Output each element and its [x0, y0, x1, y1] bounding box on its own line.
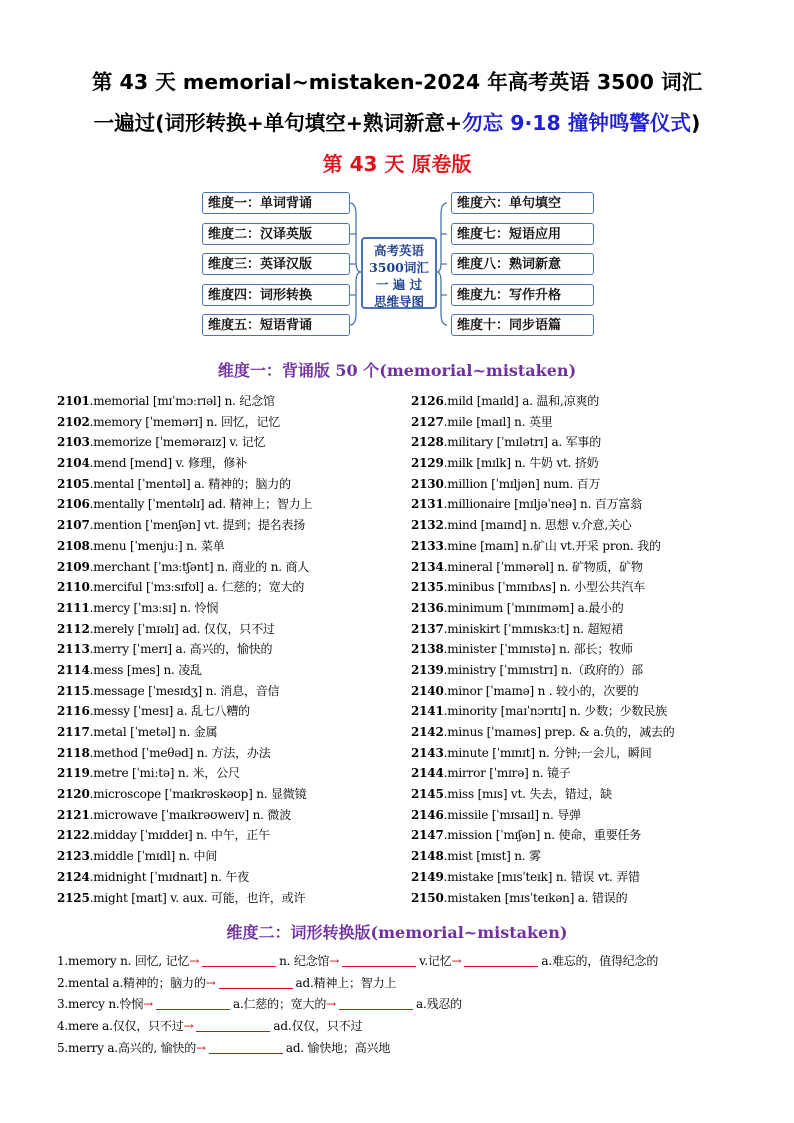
word-definition: .ministry [ˈmɪnɪstrɪ] n.（政府的）部 — [443, 662, 643, 677]
word-number: 2124 — [57, 869, 90, 884]
section-2-heading: 维度二：词形转换版(memorial~mistaken) — [226, 923, 568, 942]
mindmap-node-right-1: 维度六：单句填空 — [451, 192, 594, 214]
word-form-exercises — [57, 951, 757, 1059]
word-number: 2126 — [411, 394, 444, 408]
mindmap-center-line-4: 思维导图 — [373, 294, 424, 309]
word-number: 2131 — [411, 497, 444, 512]
word-entry — [57, 825, 397, 846]
word-form-text: n. 纪念馆 — [279, 954, 330, 968]
word-definition: .mine [maɪn] n.矿山 vt.开采 pron. 我的 — [443, 538, 661, 553]
word-definition: .merry [ˈmerɪ] a. 高兴的，愉快的 — [89, 642, 273, 657]
connector-right-bottom — [437, 272, 447, 325]
word-entry — [411, 453, 751, 474]
connector-right-top — [437, 203, 447, 272]
word-definition: .mirror [ˈmɪrə] n. 镜子 — [443, 766, 571, 781]
word-number: 2149 — [411, 869, 444, 884]
word-number: 2150 — [411, 890, 444, 905]
word-definition: .mention [ˈmenʃən] vt. 提到；提名表扬 — [89, 518, 306, 533]
word-entry — [57, 805, 397, 826]
word-number: 2106 — [57, 497, 90, 512]
word-form-row — [57, 951, 757, 973]
word-definition: .minimum [ˈmɪnɪməm] a.最小的 — [443, 600, 624, 615]
answer-blank[interactable] — [339, 996, 413, 1010]
word-form-text: a.仁慈的；宽大的 — [232, 997, 327, 1012]
word-entry — [411, 660, 751, 681]
word-entry — [57, 660, 397, 681]
answer-blank[interactable] — [156, 996, 230, 1010]
mindmap-node-left-3: 维度三：英译汉版 — [202, 253, 350, 275]
word-definition: .miss [mɪs] vt. 失去，错过，缺 — [443, 787, 612, 802]
word-entry — [57, 515, 397, 536]
word-definition: .menu [ˈmenjuː] n. 菜单 — [89, 538, 225, 553]
word-form-text: a.残忍的 — [416, 997, 462, 1012]
word-number: 2148 — [411, 849, 444, 864]
arrow-icon: → — [326, 997, 337, 1012]
word-number: 2111 — [57, 600, 90, 615]
word-definition: .metre [ˈmiːtə] n. 米，公尺 — [89, 766, 240, 781]
word-definition: .mist [mɪst] n. 雾 — [443, 849, 541, 864]
word-definition: .merciful [ˈmɜːsɪfʊl] a. 仁慈的；宽大的 — [89, 580, 305, 595]
word-definition: .message [ˈmesɪdʒ] n. 消息，音信 — [89, 683, 280, 698]
word-definition: .microwave [ˈmaɪkrəʊweɪv] n. 微波 — [89, 807, 291, 822]
word-definition: .merely [ˈmɪəlɪ] ad. 仅仅，只不过 — [89, 621, 275, 636]
word-form-text: ad.仅仅，只不过 — [273, 1019, 363, 1034]
word-form-text: 3.mercy n.怜悯 — [57, 997, 144, 1012]
word-entry — [57, 743, 397, 764]
word-definition: .mend [mend] v. 修理，修补 — [89, 456, 247, 471]
word-form-text: 1.memory n. 回忆, 记忆 — [57, 954, 190, 968]
word-definition: .minister [ˈmɪnɪstə] n. 部长；牧师 — [443, 642, 633, 657]
document-subtitle: 第 43 天 原卷版 — [322, 152, 472, 176]
mindmap-node-right-4: 维度九：写作升格 — [451, 284, 594, 306]
word-definition: .mentally [ˈmentəlɪ] ad. 精神上；智力上 — [89, 497, 313, 512]
word-entry — [57, 888, 397, 909]
word-definition: .million [ˈmɪljən] num. 百万 — [443, 476, 601, 491]
word-form-text: 5.merry a.高兴的, 愉快的 — [57, 1040, 196, 1055]
mindmap-node-right-3: 维度八：熟词新意 — [451, 253, 594, 275]
word-number: 2121 — [57, 807, 90, 822]
word-entry — [411, 846, 751, 867]
answer-blank[interactable] — [464, 953, 538, 967]
word-number: 2146 — [411, 807, 444, 822]
word-number: 2145 — [411, 787, 444, 802]
connector-left-top — [350, 203, 361, 272]
answer-blank[interactable] — [196, 1018, 270, 1032]
word-entry — [57, 867, 397, 888]
mindmap-center-line-2: 3500词汇 — [369, 260, 429, 275]
word-entry — [57, 432, 397, 453]
word-entry — [411, 825, 751, 846]
word-form-row — [57, 1038, 757, 1060]
word-number: 2117 — [57, 725, 90, 739]
word-number: 2141 — [411, 704, 444, 719]
word-form-text: 2.mental a.精神的；脑力的 — [57, 975, 206, 990]
word-number: 2105 — [57, 476, 90, 491]
mindmap-node-right-2: 维度七：短语应用 — [451, 223, 594, 245]
word-number: 2113 — [57, 642, 90, 657]
word-number: 2120 — [57, 787, 90, 802]
word-entry — [411, 412, 751, 433]
word-definition: .minor [ˈmaɪnə] n . 较小的，次要的 — [443, 683, 639, 698]
word-list-right — [411, 391, 751, 908]
word-number: 2137 — [411, 621, 444, 636]
word-definition: .metal [ˈmetəl] n. 金属 — [89, 725, 218, 739]
answer-blank[interactable] — [342, 953, 416, 967]
word-number: 2132 — [411, 518, 444, 533]
word-number: 2112 — [57, 621, 90, 636]
connector-right-branches — [441, 234, 447, 295]
word-entry — [411, 805, 751, 826]
word-number: 2136 — [411, 600, 444, 615]
word-entry — [57, 494, 397, 515]
answer-blank[interactable] — [209, 1040, 283, 1054]
word-definition: .memory [ˈmemərɪ] n. 回忆，记忆 — [89, 414, 281, 429]
word-form-text: ad.精神上；智力上 — [295, 975, 397, 990]
word-number: 2101 — [57, 394, 90, 408]
word-entry — [411, 557, 751, 578]
word-definition: .military [ˈmɪlətrɪ] a. 军事的 — [443, 435, 602, 450]
word-entry — [57, 639, 397, 660]
word-number: 2104 — [57, 456, 90, 471]
word-number: 2140 — [411, 683, 444, 698]
word-entry — [57, 763, 397, 784]
word-definition: .mind [maɪnd] n. 思想 v.介意,关心 — [443, 518, 632, 533]
word-definition: .minus [ˈmaɪnəs] prep. & a.负的，减去的 — [443, 725, 675, 739]
mindmap-node-left-2: 维度二：汉译英版 — [202, 223, 350, 245]
word-definition: .mineral [ˈmɪnərəl] n. 矿物质，矿物 — [443, 559, 643, 574]
arrow-icon: → — [189, 954, 200, 968]
word-definition: .minibus [ˈmɪnɪbʌs] n. 小型公共汽车 — [443, 580, 646, 595]
word-entry — [411, 722, 751, 743]
word-entry — [411, 577, 751, 598]
mindmap-node-left-4: 维度四：词形转换 — [202, 284, 350, 306]
word-entry — [411, 515, 751, 536]
word-definition: .mental [ˈmentəl] a. 精神的；脑力的 — [89, 476, 291, 491]
word-definition: .messy [ˈmesɪ] a. 乱七八糟的 — [89, 704, 250, 719]
title-line-2-end: ) — [690, 111, 701, 135]
word-number: 2143 — [411, 745, 444, 760]
word-entry — [57, 474, 397, 495]
word-definition: .miniskirt [ˈmɪnɪskɜːt] n. 超短裙 — [443, 621, 623, 636]
word-number: 2116 — [57, 704, 90, 719]
word-entry — [57, 391, 397, 412]
word-definition: .midday [ˈmɪddeɪ] n. 中午，正午 — [89, 828, 270, 843]
word-definition: .microscope [ˈmaɪkrəskəʊp] n. 显微镜 — [89, 787, 307, 802]
word-number: 2103 — [57, 435, 90, 450]
word-entry — [411, 391, 751, 412]
mindmap-node-left-1: 维度一：单词背诵 — [202, 192, 350, 214]
word-definition: .millionaire [mɪljəˈneə] n. 百万富翁 — [443, 497, 642, 512]
word-number: 2118 — [57, 745, 90, 760]
answer-blank[interactable] — [202, 953, 276, 967]
word-entry — [57, 784, 397, 805]
word-number: 2109 — [57, 559, 90, 574]
word-number: 2133 — [411, 538, 444, 553]
word-definition: .mistake [mɪsˈteɪk] n. 错误 vt. 弄错 — [443, 869, 640, 884]
mindmap-center — [361, 237, 437, 309]
word-definition: .memorize [ˈmeməraɪz] v. 记忆 — [89, 435, 266, 450]
word-number: 2134 — [411, 559, 444, 574]
word-form-text: 4.mere a.仅仅，只不过 — [57, 1019, 184, 1034]
answer-blank[interactable] — [219, 975, 293, 989]
word-entry — [57, 598, 397, 619]
word-entry — [411, 432, 751, 453]
arrow-icon: → — [183, 1019, 194, 1034]
word-entry — [411, 494, 751, 515]
word-entry — [57, 619, 397, 640]
mindmap-center-line-1: 高考英语 — [373, 243, 424, 258]
word-entry — [57, 722, 397, 743]
word-number: 2130 — [411, 476, 444, 491]
word-form-row — [57, 973, 757, 995]
word-entry — [411, 888, 751, 909]
word-entry — [57, 577, 397, 598]
arrow-icon: → — [451, 954, 462, 968]
word-list-left — [57, 391, 397, 908]
word-entry — [411, 598, 751, 619]
word-number: 2119 — [57, 766, 90, 781]
word-entry — [411, 743, 751, 764]
word-definition: .minority [maɪˈnɔrɪtɪ] n. 少数；少数民族 — [443, 704, 667, 719]
word-definition: .mercy [ˈmɜːsɪ] n. 怜悯 — [89, 600, 219, 615]
word-number: 2115 — [57, 683, 90, 698]
word-number: 2135 — [411, 580, 444, 595]
word-entry — [411, 536, 751, 557]
word-number: 2107 — [57, 518, 90, 533]
connector-left-bottom — [350, 272, 361, 325]
title-line-2-blue: 勿忘 9·18 撞钟鸣警仪式 — [462, 111, 691, 135]
word-definition: .midnight [ˈmɪdnaɪt] n. 午夜 — [89, 869, 250, 884]
word-number: 2128 — [411, 435, 444, 450]
word-entry — [411, 474, 751, 495]
word-number: 2144 — [411, 766, 444, 781]
word-entry — [411, 763, 751, 784]
word-number: 2142 — [411, 725, 444, 739]
word-definition: .merchant [ˈmɜːtʃənt] n. 商业的 n. 商人 — [89, 559, 310, 574]
word-number: 2108 — [57, 538, 90, 553]
word-definition: .mistaken [mɪsˈteɪkən] a. 错误的 — [443, 890, 628, 905]
word-entry — [57, 412, 397, 433]
word-entry — [57, 536, 397, 557]
word-definition: .milk [mɪlk] n. 牛奶 vt. 挤奶 — [443, 456, 599, 471]
word-number: 2127 — [411, 414, 444, 429]
word-definition: .middle [ˈmɪdl] n. 中间 — [89, 849, 218, 864]
word-definition: .mess [mes] n. 凌乱 — [89, 662, 202, 677]
word-form-row — [57, 994, 757, 1016]
title-line-1: 第 43 天 memorial~mistaken-2024 年高考英语 3500 词汇 — [91, 70, 703, 94]
word-entry — [57, 681, 397, 702]
arrow-icon: → — [205, 975, 216, 990]
word-entry — [57, 557, 397, 578]
word-number: 2129 — [411, 456, 444, 471]
word-definition: .mild [maɪld] a. 温和,凉爽的 — [443, 394, 600, 408]
word-entry — [57, 453, 397, 474]
word-number: 2123 — [57, 849, 90, 864]
arrow-icon: → — [196, 1040, 206, 1055]
word-entry — [411, 639, 751, 660]
word-number: 2102 — [57, 414, 90, 429]
word-definition: .memorial [mɪˈmɔːrɪəl] n. 纪念馆 — [89, 394, 275, 408]
word-entry — [411, 701, 751, 722]
mindmap-node-left-5: 维度五：短语背诵 — [202, 314, 350, 336]
word-number: 2138 — [411, 642, 444, 657]
connector-left-branches — [350, 234, 356, 295]
word-number: 2114 — [57, 662, 90, 677]
word-number: 2139 — [411, 662, 444, 677]
word-definition: .method [ˈmeθəd] n. 方法，办法 — [89, 745, 271, 760]
word-entry — [411, 784, 751, 805]
word-definition: .mile [maɪl] n. 英里 — [443, 414, 553, 429]
word-number: 2125 — [57, 890, 90, 905]
word-entry — [411, 681, 751, 702]
word-entry — [57, 846, 397, 867]
word-entry — [57, 701, 397, 722]
word-form-text: a.难忘的，值得纪念的 — [541, 954, 659, 968]
word-definition: .minute [ˈmɪnɪt] n. 分钟;一会儿，瞬间 — [443, 745, 652, 760]
word-definition: .missile [ˈmɪsaɪl] n. 导弹 — [443, 807, 581, 822]
word-number: 2110 — [57, 580, 90, 595]
arrow-icon: → — [143, 997, 153, 1012]
word-form-text: v.记忆 — [419, 954, 452, 968]
word-definition: .might [maɪt] v. aux. 可能，也许，或许 — [89, 890, 306, 905]
word-form-row — [57, 1016, 757, 1038]
word-form-text: ad. 愉快地；高兴地 — [285, 1040, 391, 1055]
mindmap-center-line-3: 一 遍 过 — [375, 277, 423, 292]
title-line-2-black: 一遍过(词形转换+单句填空+熟词新意+ — [93, 111, 463, 135]
mindmap-node-right-5: 维度十：同步语篇 — [451, 314, 594, 336]
word-entry — [411, 619, 751, 640]
word-number: 2147 — [411, 828, 444, 843]
section-1-heading: 维度一：背诵版 50 个(memorial~mistaken) — [217, 361, 577, 380]
word-entry — [411, 867, 751, 888]
word-number: 2122 — [57, 828, 90, 843]
arrow-icon: → — [329, 954, 340, 968]
word-definition: .mission [ˈmɪʃən] n. 使命，重要任务 — [443, 828, 642, 843]
